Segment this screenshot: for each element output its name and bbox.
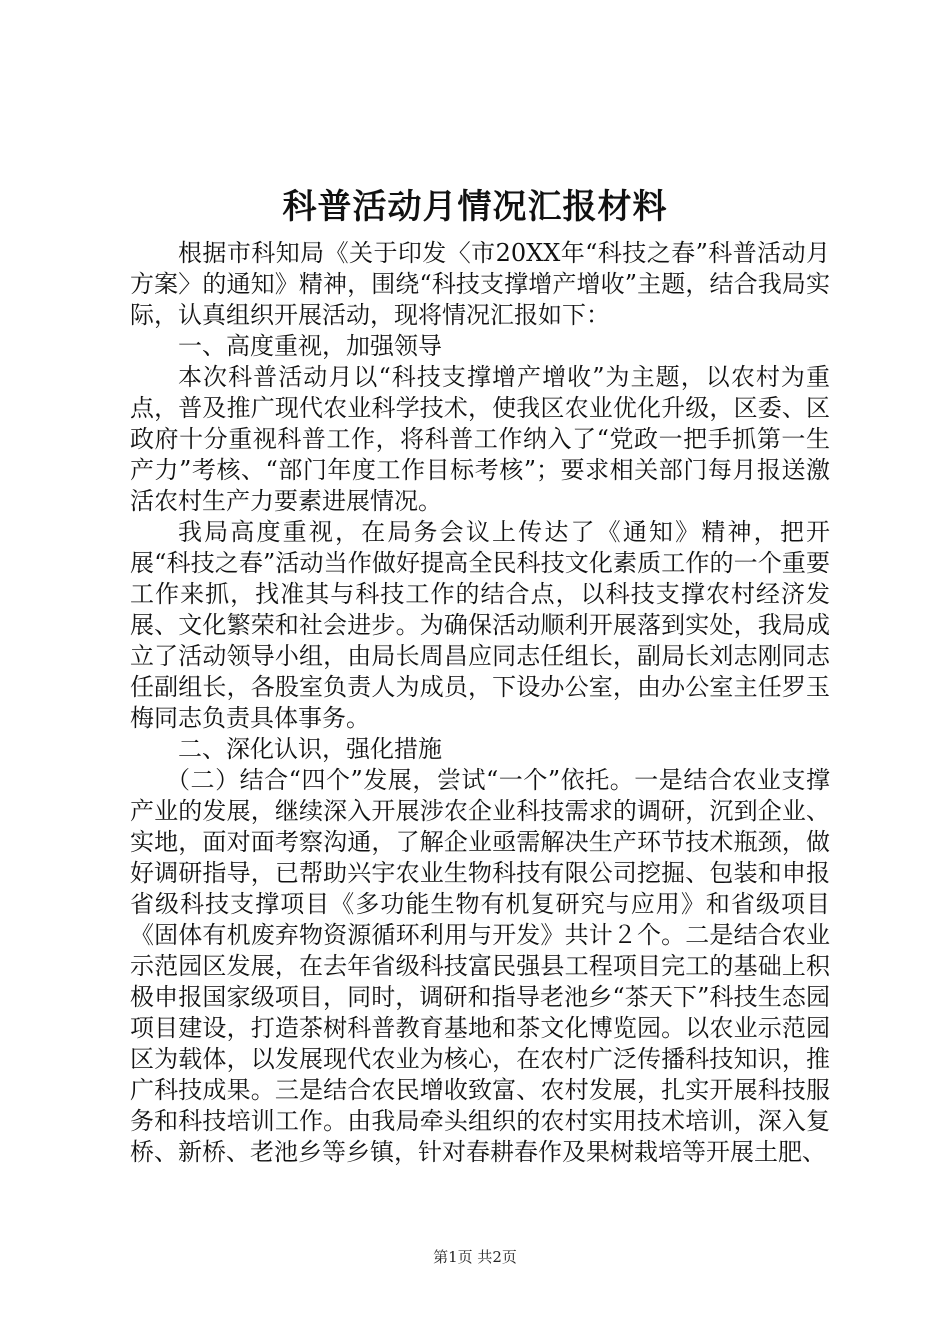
page-footer: 第1页 共2页: [433, 1248, 517, 1266]
section-1-heading: 一、高度重视，加强领导: [178, 332, 442, 360]
document-title: 科普活动月情况汇报材料: [282, 187, 668, 227]
section-1-paragraph-2: 我局高度重视，在局务会议上传达了《通知》精神，把开展“科技之春”活动当作做好提高全民科技文化素质工作的一个重要工作来抓，找准其与科技工作的结合点，以科技支撑农村经济发展、文化繁荣和社会进步。为确保活动顺利开展落到实处，我局成立了活动领导小组，由局长周昌应同志任组长，副局长刘志刚同志任副组长，各股室负责人为成员，下设办公室，由办公室主任罗玉梅同志负责具体事务。: [130, 518, 830, 732]
document-body: [130, 238, 830, 1168]
section-2-paragraph-1: （二）结合“四个”发展，尝试“一个”依托。一是结合农业支撑产业的发展，继续深入开展涉农企业科技需求的调研，沉到企业、实地，面对面考察沟通，了解企业亟需解决生产环节技术瓶颈，做好调研指导，已帮助兴宇农业生物科技有限公司挖掘、包装和申报省级科技支撑项目《多功能生物有机复研究与应用》和省级项目《固体有机废弃物资源循环利用与开发》共计２个。二是结合农业示范园区发展，在去年省级科技富民强县工程项目完工的基础上积极申报国家级项目，同时，调研和指导老池乡“茶天下”科技生态园项目建设，打造茶树科普教育基地和茶文化博览园。以农业示范园区为载体，以发展现代农业为核心，在农村广泛传播科技知识，推广科技成果。三是结合农民增收致富、农村发展，扎实开展科技服务和科技培训工作。由我局牵头组织的农村实用技术培训，深入复桥、新桥、老池乡等乡镇，针对春耕春作及果树栽培等开展土肥、: [130, 766, 830, 1166]
section-1-paragraph-1: 本次科普活动月以“科技支撑增产增收”为主题，以农村为重点，普及推广现代农业科学技术，使我区农业优化升级，区委、区政府十分重视科普工作，将科普工作纳入了“党政一把手抓第一生产力”考核、“部门年度工作目标考核”；要求相关部门每月报送激活农村生产力要素进展情况。: [130, 363, 830, 515]
intro-paragraph: 根据市科知局《关于印发〈市20XX年“科技之春”科普活动月方案〉的通知》精神，围绕“科技支撑增产增收”主题，结合我局实际，认真组织开展活动，现将情况汇报如下：: [130, 239, 830, 329]
section-2-heading: 二、深化认识，强化措施: [178, 735, 442, 763]
